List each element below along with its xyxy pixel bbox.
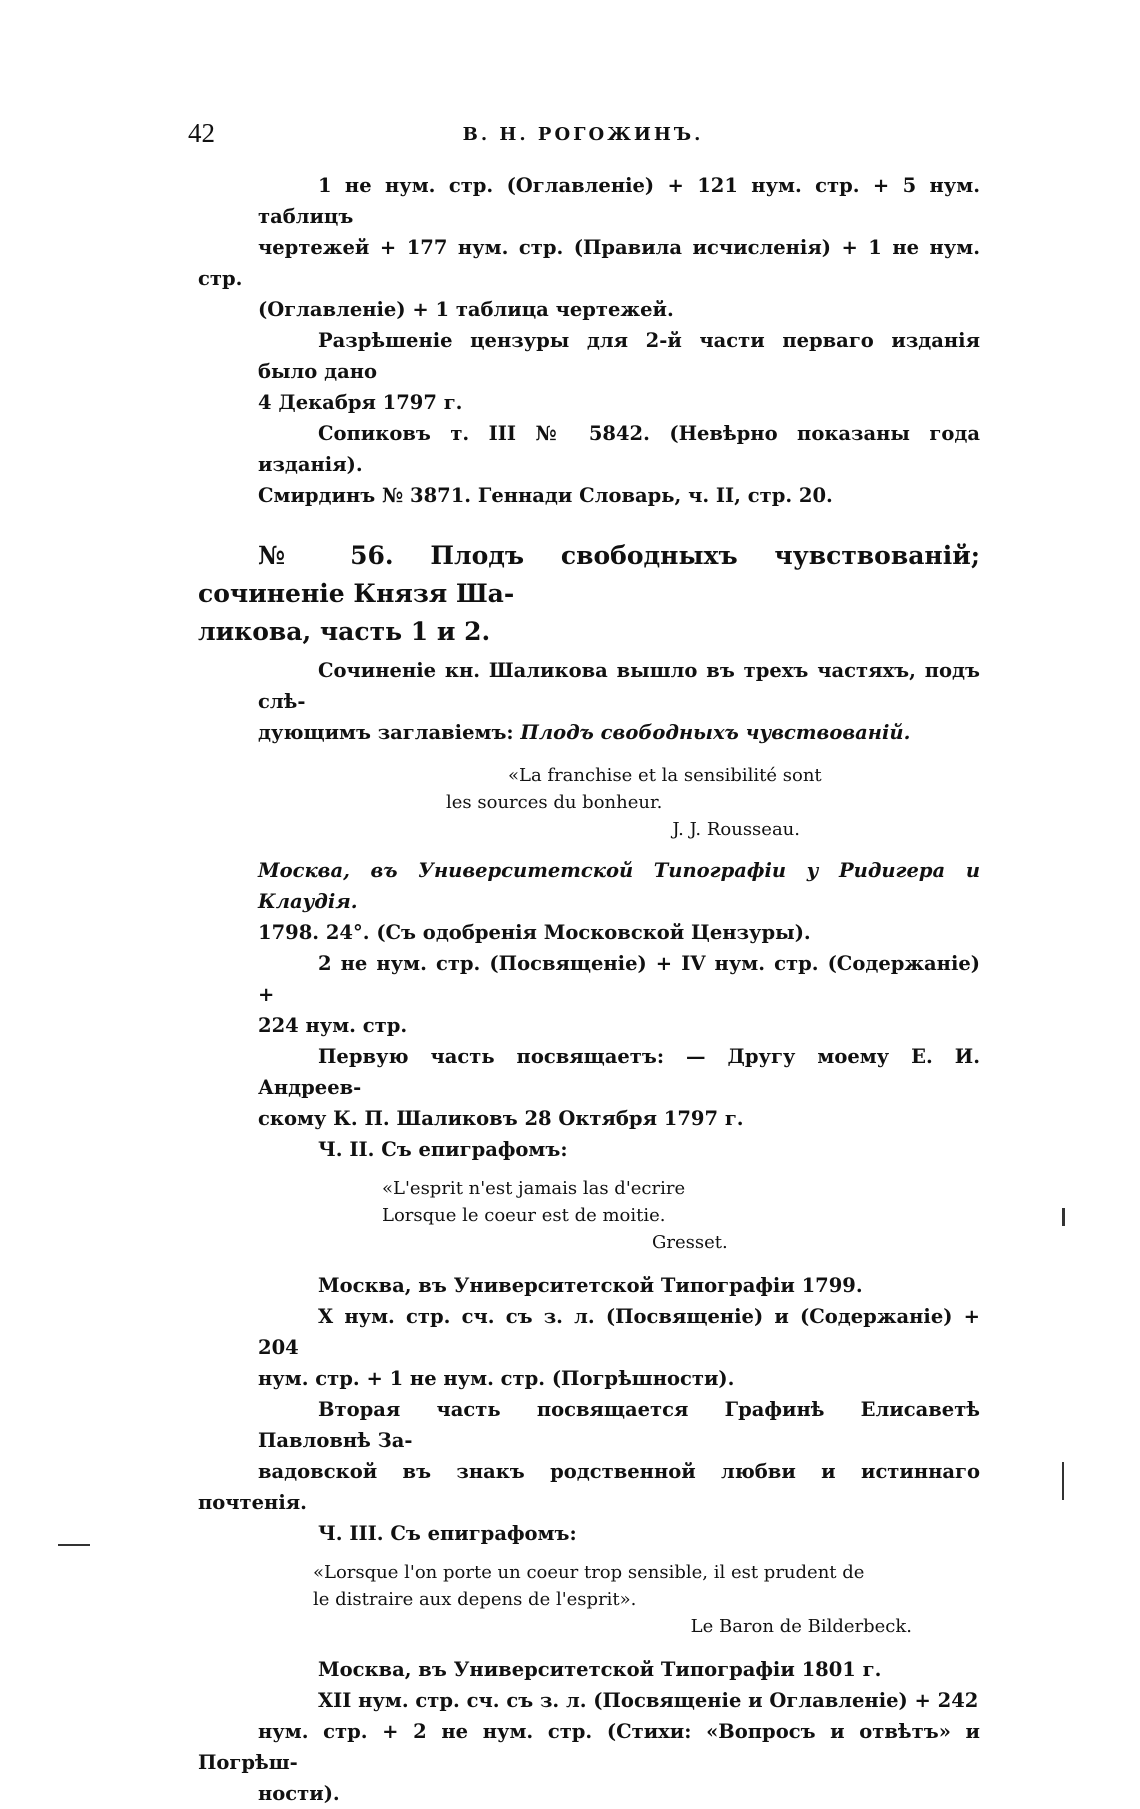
text-line: скому К. П. Шаликовъ 28 Октября 1797 г.: [258, 1107, 744, 1130]
text-line: нум. стр. + 1 не нум. стр. (Погрѣшности).: [258, 1367, 735, 1390]
epigraph-rousseau: [446, 762, 980, 843]
page-number: 42: [188, 118, 215, 148]
scan-mark: [58, 1544, 90, 1546]
description-prefix: дующимъ заглавіемъ:: [258, 721, 514, 744]
scan-mark: [1062, 1462, 1064, 1500]
epigraph-attribution: Gresset.: [652, 1232, 728, 1253]
pagination-part3: [198, 1685, 980, 1809]
text-line: 224 нум. стр.: [258, 1014, 408, 1037]
pagination-paragraph: [198, 170, 980, 325]
text-line: Сочиненіе кн. Шаликова вышло въ трехъ частяхъ, подъ слѣ-: [258, 659, 980, 713]
work-title: Плодъ свободныхъ чувствованій.: [520, 721, 911, 744]
imprint-line: 1798. 24°. (Съ одобренія Московской Цензуры).: [258, 921, 811, 944]
text-line: 2 не нум. стр. (Посвященіе) + IV нум. стр. (Содержаніе) +: [258, 952, 980, 1006]
pagination-part2: [258, 1301, 980, 1394]
text-line: вадовской въ знакъ родственной любви и истиннаго почтенія.: [198, 1460, 980, 1514]
text-line: Разрѣшеніе цензуры для 2-й части перваго изданія было дано: [258, 329, 980, 383]
text-line: (Оглавленіе) + 1 таблица чертежей.: [258, 298, 674, 321]
running-head: В. Н. РОГОЖИНЪ.: [462, 124, 704, 145]
epigraph-line: «L'esprit n'est jamais las d'ecrire: [382, 1178, 686, 1199]
dedication-part1: [258, 1041, 980, 1134]
text-line: X нум. стр. сч. съ з. л. (Посвященіе) и (Содержаніе) + 204: [258, 1305, 980, 1359]
imprint-1798: [258, 855, 980, 948]
text-line: 1 не нум. стр. (Оглавленіе) + 121 нум. стр. + 5 нум. таблицъ: [258, 174, 980, 228]
scan-mark: [1062, 1208, 1065, 1226]
text-line: Сопиковъ т. III № 5842. (Невѣрно показаны года изданія).: [258, 422, 980, 476]
dedication-part2: [198, 1394, 980, 1518]
references-paragraph: [258, 418, 980, 511]
text-line: Вторая часть посвящается Графинѣ Елисаветѣ Павловнѣ За-: [258, 1398, 980, 1452]
epigraph-line: «La franchise et la sensibilité sont: [508, 765, 822, 786]
epigraph-attribution: J. J. Rousseau.: [672, 819, 800, 840]
entry-heading-line: № 56. Плодъ свободныхъ чувствованій; сочиненіе Князя Ша-: [198, 541, 980, 608]
imprint-1801: Москва, въ Университетской Типографіи 1801 г.: [318, 1658, 882, 1681]
text-line: нум. стр. + 2 не нум. стр. (Стихи: «Вопросъ и отвѣтъ» и Погрѣш-: [198, 1720, 980, 1774]
text-line: ности).: [258, 1782, 340, 1805]
text-line: Первую часть посвящаетъ: — Другу моему Е. И. Андреев-: [258, 1045, 980, 1099]
epigraph-bilderbeck: [313, 1559, 980, 1640]
epigraph-line: Lorsque le coeur est de moitie.: [382, 1205, 666, 1226]
page-body: [198, 170, 980, 1809]
page-header: [188, 118, 978, 158]
epigraph-gresset: [382, 1175, 980, 1256]
imprint-line: Москва, въ Университетской Типографіи у Ридигера и Клаудія.: [258, 859, 980, 913]
entry-heading: [198, 537, 980, 651]
text-line: [198, 717, 980, 748]
part2-label: Ч. II. Съ епиграфомъ:: [318, 1138, 568, 1161]
text-line: 4 Декабря 1797 г.: [258, 391, 463, 414]
text-line: чертежей + 177 нум. стр. (Правила исчисленія) + 1 не нум. стр.: [198, 236, 980, 290]
censorship-paragraph: [258, 325, 980, 418]
epigraph-line: «Lorsque l'on porte un coeur trop sensible, il est prudent de: [313, 1562, 865, 1583]
work-description: [258, 655, 980, 748]
part3-label: Ч. III. Съ епиграфомъ:: [318, 1522, 577, 1545]
entry-heading-line: ликова, часть 1 и 2.: [198, 617, 491, 646]
epigraph-line: les sources du bonheur.: [446, 792, 663, 813]
epigraph-line: le distraire aux depens de l'esprit».: [313, 1589, 637, 1610]
pagination-part1: [258, 948, 980, 1041]
epigraph-attribution: Le Baron de Bilderbeck.: [690, 1616, 912, 1637]
imprint-1799: Москва, въ Университетской Типографіи 1799.: [318, 1274, 863, 1297]
text-line: Смирдинъ № 3871. Геннади Словарь, ч. II, стр. 20.: [258, 484, 833, 507]
text-line: XII нум. стр. сч. съ з. л. (Посвященіе и Оглавленіе) + 242: [318, 1689, 979, 1712]
